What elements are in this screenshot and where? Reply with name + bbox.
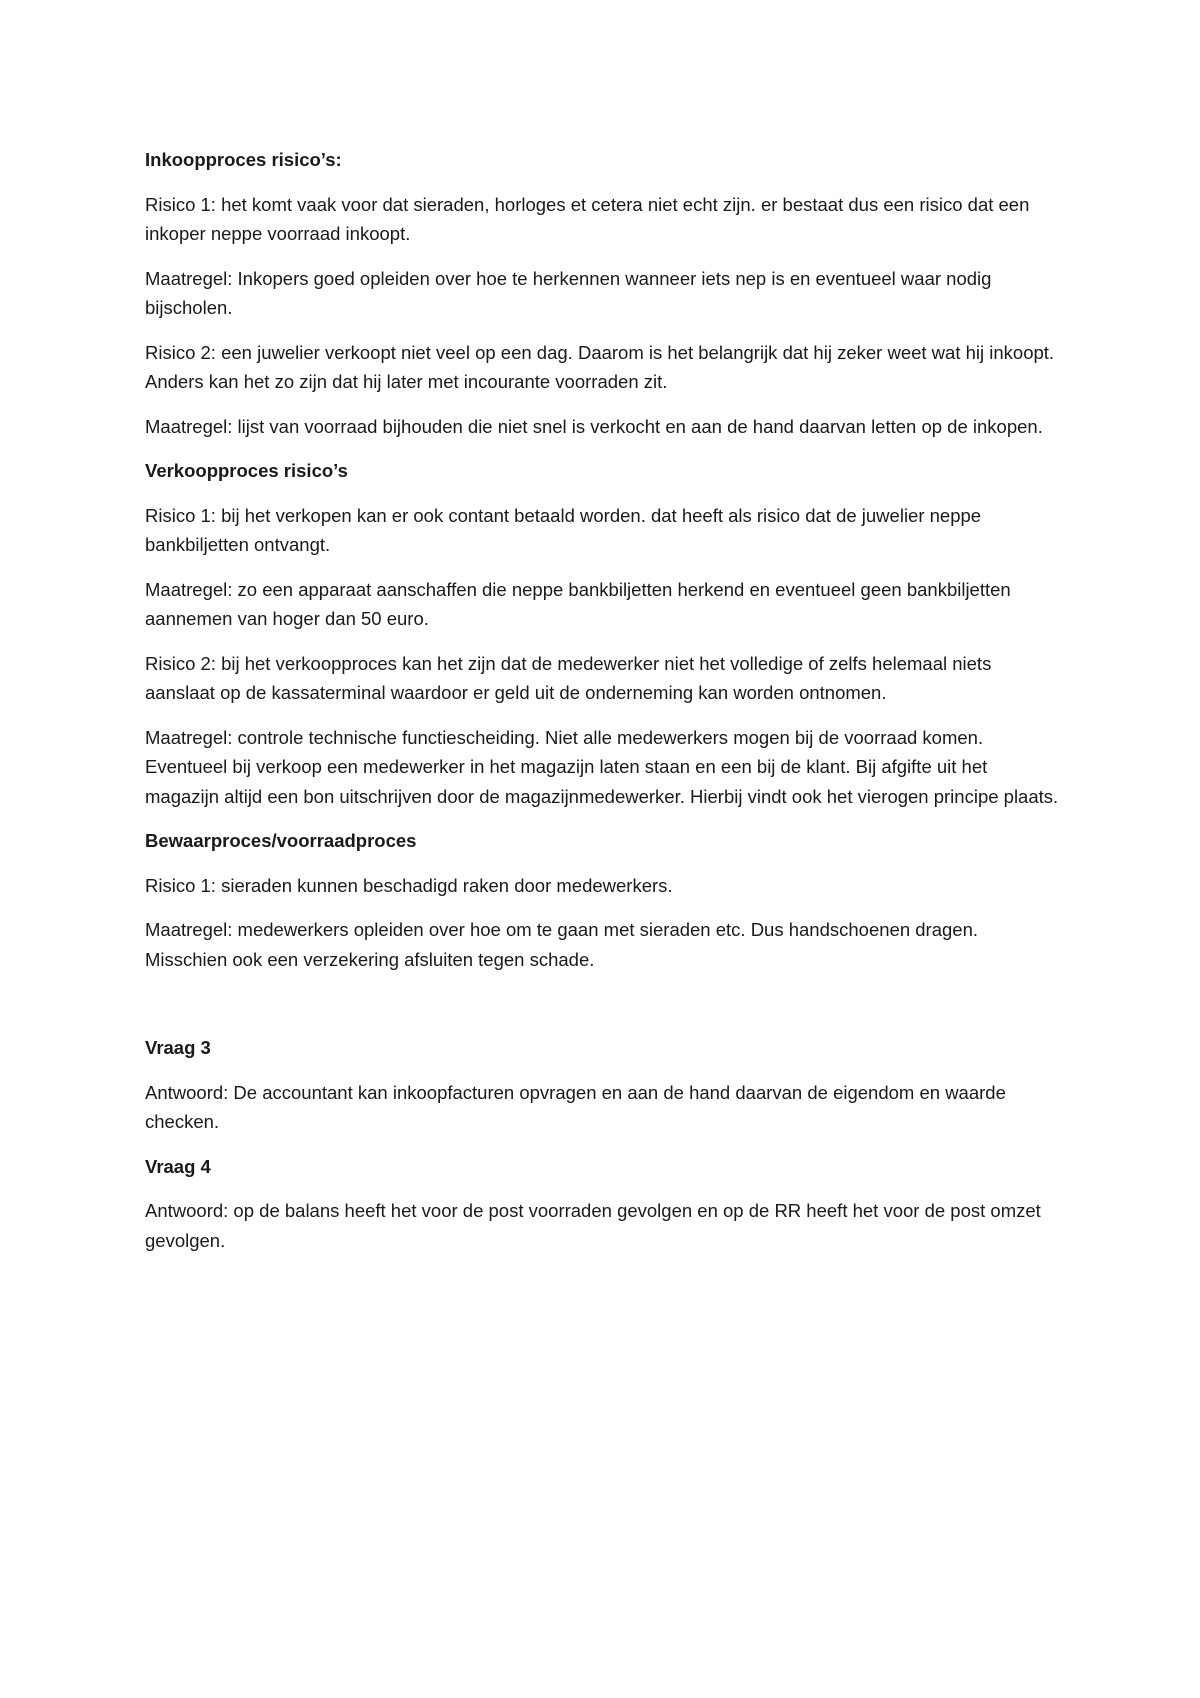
paragraph-inkoop-maatregel-1: Maatregel: Inkopers goed opleiden over hoe te herkennen wanneer iets nep is en eventueel waar nodig bijscholen.: [145, 267, 992, 318]
document-body: [145, 145, 1065, 1270]
paragraph-bewaar-risico-1: Risico 1: sieraden kunnen beschadigd raken door medewerkers.: [145, 874, 673, 896]
blank-spacer: [145, 989, 1065, 1033]
paragraph-inkoop-risico-2: Risico 2: een juwelier verkoopt niet veel op een dag. Daarom is het belangrijk dat hij zeker weet wat hij inkoopt. Anders kan het zo zijn dat hij later met incourante voorraden zit.: [145, 341, 1055, 392]
paragraph-verkoop-risico-1: Risico 1: bij het verkopen kan er ook contant betaald worden. dat heeft als risico dat de juwelier neppe bankbiljetten ontvangt.: [145, 504, 982, 555]
paragraph-inkoop-risico-1: Risico 1: het komt vaak voor dat sieraden, horloges et cetera niet echt zijn. er bestaat dus een risico dat een inkoper neppe voorraad inkoopt.: [145, 193, 1030, 244]
section-heading-inkoopproces: Inkoopproces risico’s:: [145, 149, 342, 170]
paragraph-verkoop-risico-2: Risico 2: bij het verkoopproces kan het zijn dat de medewerker niet het volledige of zelfs helemaal niets aanslaat op de kassaterminal waardoor er geld uit de onderneming kan worden ontnomen.: [145, 652, 992, 703]
answer-vraag-3: Antwoord: De accountant kan inkoopfacturen opvragen en aan de hand daarvan de eigendom en waarde checken.: [145, 1081, 1006, 1132]
question-heading-vraag-4: Vraag 4: [145, 1155, 211, 1177]
section-heading-verkoopproces: Verkoopproces risico’s: [145, 460, 348, 481]
question-heading-vraag-3: Vraag 3: [145, 1037, 211, 1058]
paragraph-verkoop-maatregel-2: Maatregel: controle technische functiescheiding. Niet alle medewerkers mogen bij de voorraad komen. Eventueel bij verkoop een medewerker in het magazijn laten staan en een bij de klant. Bij afgifte uit het magazijn altijd een bon uitschrijven door de magazijnmedewerker. Hierbij vindt ook het vierogen principe plaats.: [145, 726, 1059, 807]
paragraph-verkoop-maatregel-1: Maatregel: zo een apparaat aanschaffen die neppe bankbiljetten herkend en eventueel geen bankbiljetten aannemen van hoger dan 50 euro.: [145, 578, 1011, 629]
answer-vraag-4: Antwoord: op de balans heeft het voor de post voorraden gevolgen en op de RR heeft het voor de post omzet gevolgen.: [145, 1200, 1041, 1251]
section-heading-bewaarproces: Bewaarproces/voorraadproces: [145, 830, 417, 851]
paragraph-inkoop-maatregel-2: Maatregel: lijst van voorraad bijhouden die niet snel is verkocht en aan de hand daarvan letten op de inkopen.: [145, 415, 1043, 437]
paragraph-bewaar-maatregel-1: Maatregel: medewerkers opleiden over hoe om te gaan met sieraden etc. Dus handschoenen dragen. Misschien ook een verzekering afsluiten tegen schade.: [145, 919, 979, 970]
